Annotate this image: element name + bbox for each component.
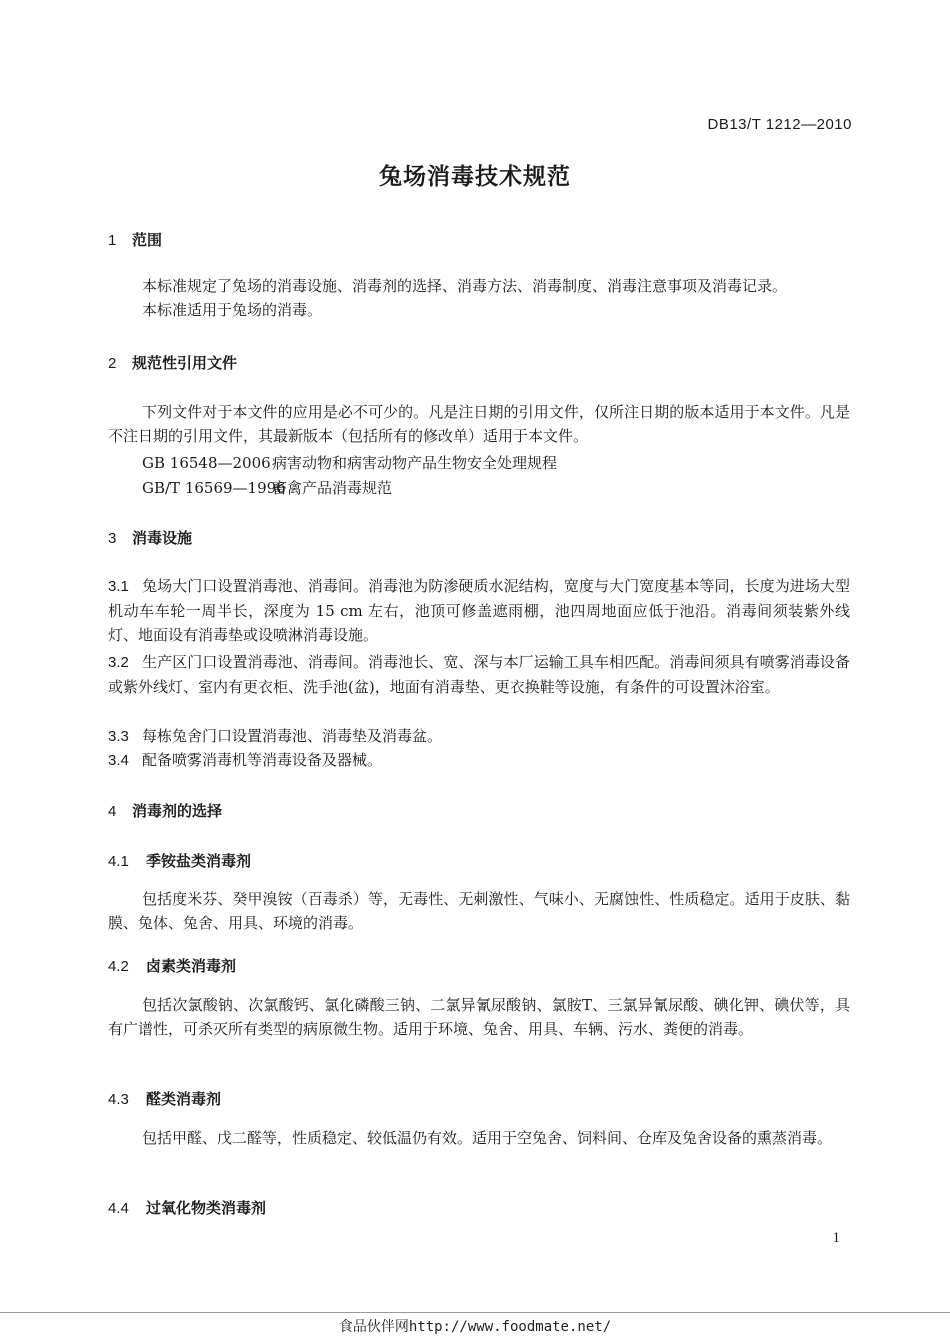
clause-3-2: 3.2 生产区门口设置消毒池、消毒间。消毒池长、宽、深与本厂运输工具车相匹配。消毒间须具有喷雾消毒设备或紫外线灯、室内有更衣柜、洗手池(盆)，地面有消毒垫、更衣换鞋等设施，有条件的可设置沐浴室。 — [108, 653, 850, 696]
section-heading-3: 3 消毒设施 — [108, 529, 193, 547]
clause-3-3: 3.3 每栋兔舍门口设置消毒池、消毒垫及消毒盆。 — [108, 727, 443, 745]
reference-item: GB/T 16569—1996畜禽产品消毒规范 — [142, 479, 393, 497]
paragraph: 包括度米芬、癸甲溴铵（百毒杀）等，无毒性、无刺激性、气味小、无腐蚀性、性质稳定。适用于皮肤、黏膜、兔体、兔舍、用具、环境的消毒。 — [108, 890, 850, 932]
footer-watermark: 食品伙伴网http://www.foodmate.net/ — [338, 1319, 612, 1335]
section-heading-1: 1 范围 — [108, 231, 163, 249]
section-heading-2: 2 规范性引用文件 — [108, 354, 238, 372]
document-title: 兔场消毒技术规范 — [379, 164, 571, 190]
subsection-heading-4-3: 4.3 醛类消毒剂 — [108, 1090, 222, 1108]
paragraph: 包括次氯酸钠、次氯酸钙、氯化磷酸三钠、二氯异氰尿酸钠、氯胺T、三氯异氰尿酸、碘化钾、碘伏等，具有广谱性，可杀灭所有类型的病原微生物。适用于环境、兔舍、用具、车辆、污水、粪便的消毒。 — [108, 996, 850, 1038]
clause-3-1: 3.1 兔场大门口设置消毒池、消毒间。消毒池为防渗硬质水泥结构，宽度与大门宽度基本等同，长度为进场大型机动车车轮一周半长，深度为 15 cm 左右，池顶可修盖遮雨棚，池四周地面应低于池沿。消毒间须装紫外线灯、地面设有消毒垫或设喷淋消毒设施。 — [108, 577, 850, 644]
paragraph: 包括甲醛、戊二醛等，性质稳定、较低温仍有效。适用于空兔舍、饲料间、仓库及兔舍设备的熏蒸消毒。 — [142, 1129, 833, 1147]
paragraph: 本标准规定了兔场的消毒设施、消毒剂的选择、消毒方法、消毒制度、消毒注意事项及消毒记录。 — [142, 277, 788, 295]
paragraph: 下列文件对于本文件的应用是必不可少的。凡是注日期的引用文件，仅所注日期的版本适用于本文件。凡是不注日期的引用文件，其最新版本（包括所有的修改单）适用于本文件。 — [108, 403, 850, 445]
subsection-heading-4-1: 4.1 季铵盐类消毒剂 — [108, 852, 252, 870]
reference-item: GB 16548—2006病害动物和病害动物产品生物安全处理规程 — [142, 454, 558, 472]
subsection-heading-4-2: 4.2 卤素类消毒剂 — [108, 957, 237, 975]
standard-code: DB13/T 1212—2010 — [707, 116, 852, 133]
clause-3-4: 3.4 配备喷雾消毒机等消毒设备及器械。 — [108, 751, 383, 769]
subsection-heading-4-4: 4.4 过氧化物类消毒剂 — [108, 1199, 267, 1217]
section-heading-4: 4 消毒剂的选择 — [108, 802, 223, 820]
page-number: 1 — [832, 1230, 840, 1246]
footer-divider — [0, 1312, 950, 1313]
paragraph: 本标准适用于兔场的消毒。 — [142, 301, 323, 319]
